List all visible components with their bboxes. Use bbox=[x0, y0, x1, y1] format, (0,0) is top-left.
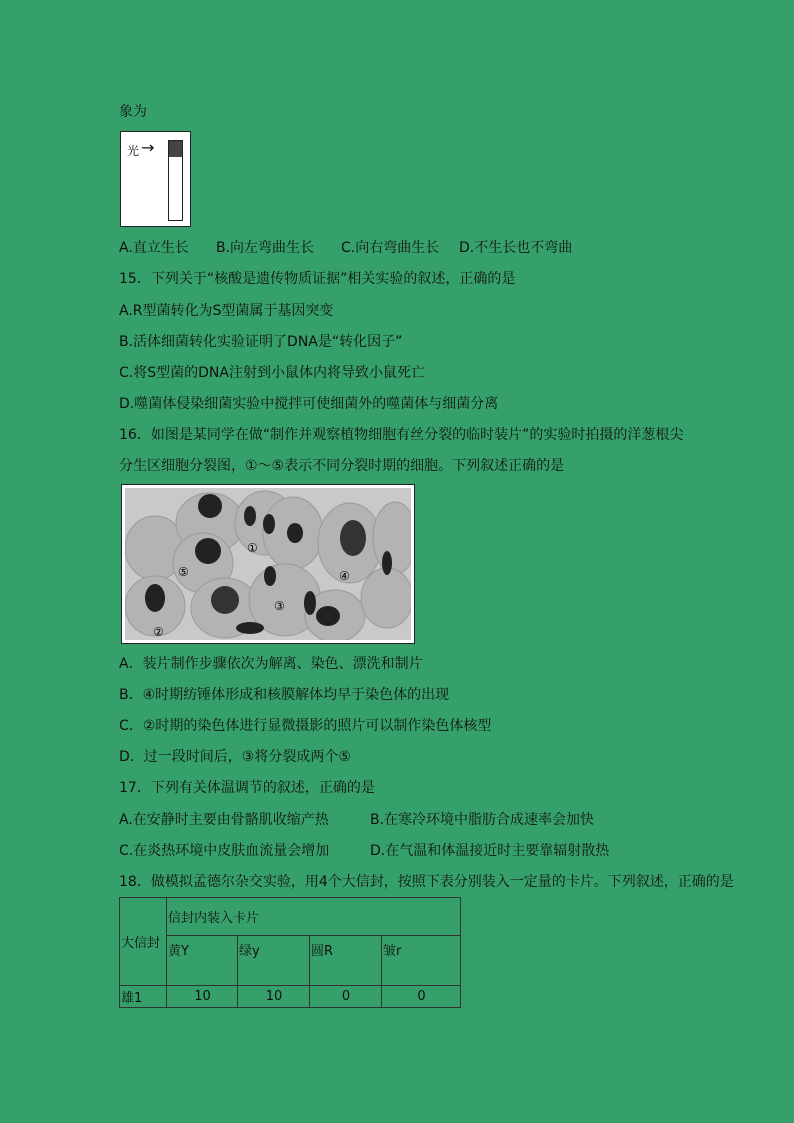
q14-prefix: 象为 bbox=[119, 104, 147, 120]
card-table bbox=[119, 897, 461, 1008]
table-cell: 0 bbox=[310, 986, 382, 1008]
q14-option-c: C.向右弯曲生长 bbox=[341, 240, 440, 256]
q14-option-b: B.向左弯曲生长 bbox=[216, 240, 315, 256]
q15-option-c: C.将S型菌的DNA注射到小鼠体内将导致小鼠死亡 bbox=[119, 365, 425, 381]
table-col-header: 圆R bbox=[310, 936, 382, 986]
table-group-header: 信封内装入卡片 bbox=[167, 898, 461, 936]
table-row bbox=[120, 986, 461, 1008]
q16-option-b: B．④时期纺锤体形成和核膜解体均早于染色体的出现 bbox=[119, 687, 450, 703]
q16-option-a: A．装片制作步骤依次为解离、染色、漂洗和制片 bbox=[119, 656, 423, 672]
cell-label-4: ④ bbox=[339, 569, 350, 583]
cell-label-5: ⑤ bbox=[178, 565, 189, 579]
q16-stem-line1: 16．如图是某同学在做“制作并观察植物细胞有丝分裂的临时装片”的实验时拍摄的洋葱根尖 bbox=[119, 427, 684, 443]
table-col-header: 皱r bbox=[382, 936, 461, 986]
q14-option-a: A.直立生长 bbox=[119, 240, 189, 256]
cell-label-1: ① bbox=[247, 541, 258, 555]
q17-option-c: C.在炎热环境中皮肤血流量会增加 bbox=[119, 843, 330, 859]
cell-label-2: ② bbox=[153, 625, 164, 639]
seedling-tip bbox=[168, 140, 183, 158]
q15-option-d: D.噬菌体侵染细菌实验中搅拌可使细菌外的噬菌体与细菌分离 bbox=[119, 396, 499, 412]
q15-option-b: B.活体细菌转化实验证明了DNA是“转化因子” bbox=[119, 334, 403, 350]
q17-option-b: B.在寒冷环境中脂肪合成速率会加快 bbox=[370, 812, 595, 828]
table-col-header: 绿y bbox=[238, 936, 310, 986]
q18-stem: 18．做模拟孟德尔杂交实验，用4个大信封，按照下表分别装入一定量的卡片。下列叙述，正确的是 bbox=[119, 874, 734, 890]
mitosis-micrograph bbox=[121, 484, 415, 644]
q15-option-a: A.R型菌转化为S型菌属于基因突变 bbox=[119, 303, 334, 319]
q17-stem: 17．下列有关体温调节的叙述，正确的是 bbox=[119, 780, 375, 796]
cell-label-3: ③ bbox=[274, 599, 285, 613]
q15-stem: 15．下列关于“核酸是遗传物质证据”相关实验的叙述，正确的是 bbox=[119, 271, 516, 287]
arrow-right-icon: → bbox=[141, 138, 155, 157]
q17-option-d: D.在气温和体温接近时主要靠辐射散热 bbox=[370, 843, 610, 859]
table-col-header: 黄Y bbox=[167, 936, 238, 986]
table-row-label: 雄1 bbox=[120, 986, 167, 1008]
q16-stem-line2: 分生区细胞分裂图，①～⑤表示不同分裂时期的细胞。下列叙述正确的是 bbox=[119, 458, 565, 474]
q16-option-d: D．过一段时间后，③将分裂成两个⑤ bbox=[119, 749, 351, 765]
micrograph-svg bbox=[125, 488, 411, 640]
q14-option-d: D.不生长也不弯曲 bbox=[459, 240, 573, 256]
table-row-header: 大信封 bbox=[120, 898, 167, 986]
light-label: 光 bbox=[127, 144, 140, 158]
table-cell: 0 bbox=[382, 986, 461, 1008]
q17-option-a: A.在安静时主要由骨骼肌收缩产热 bbox=[119, 812, 329, 828]
seedling-stem bbox=[168, 157, 183, 221]
q16-option-c: C．②时期的染色体进行显微摄影的照片可以制作染色体核型 bbox=[119, 718, 492, 734]
table-cell: 10 bbox=[238, 986, 310, 1008]
phototropism-figure bbox=[120, 131, 191, 227]
table-cell: 10 bbox=[167, 986, 238, 1008]
